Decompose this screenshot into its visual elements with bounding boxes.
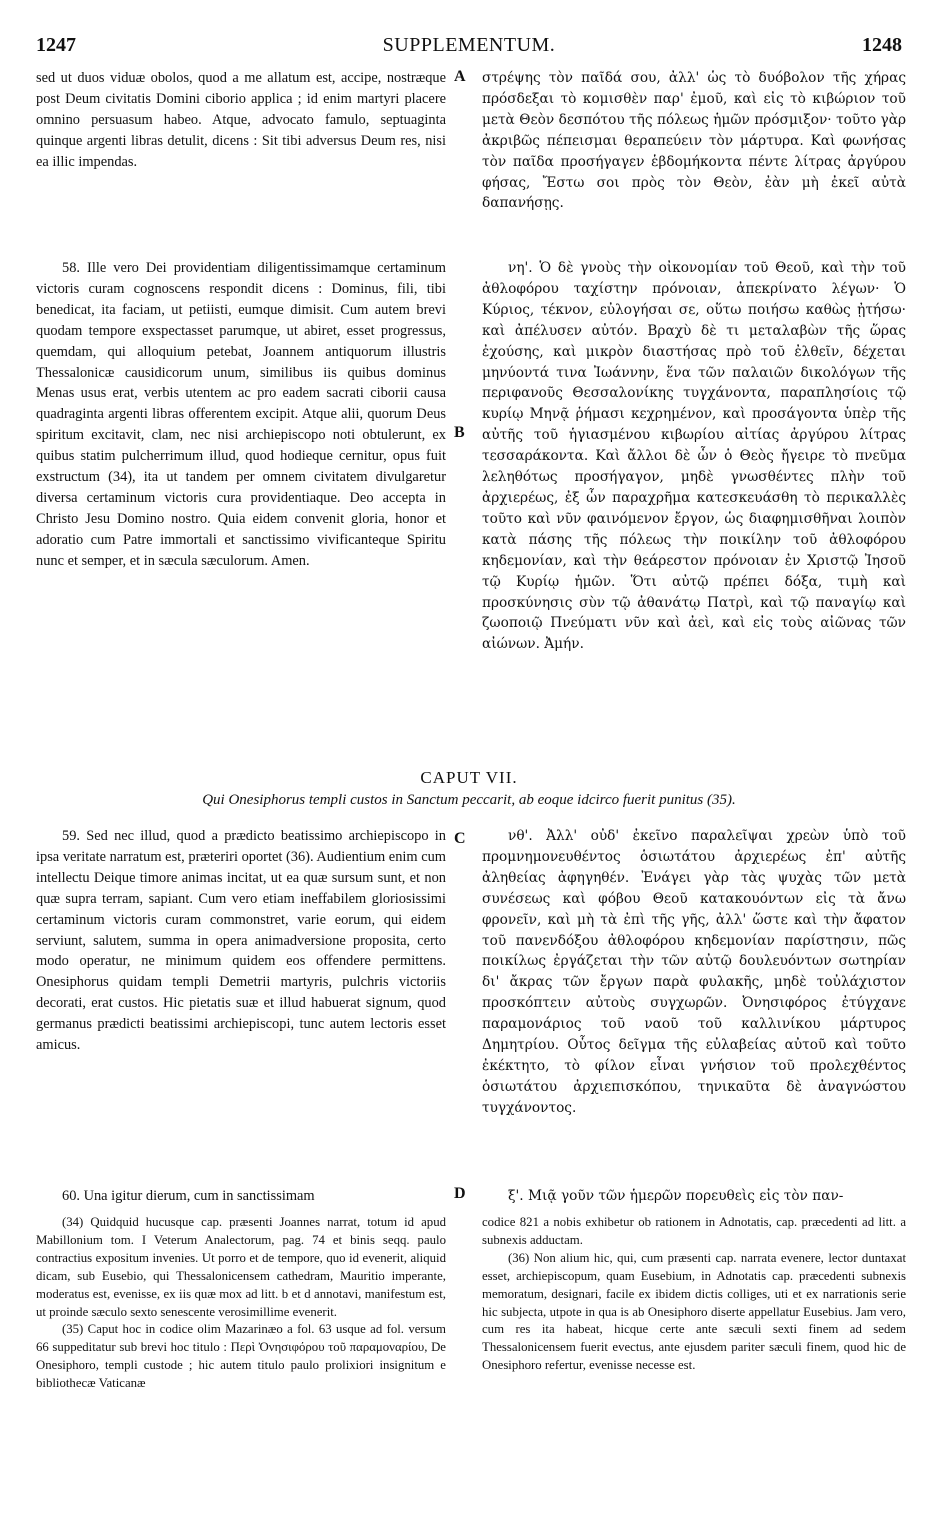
latin-text: 59. Sed nec illud, quod a prædicto beatissimo archiepiscopo in ipsa veritate narratum est, præteriri oportet (36). Audientium enim cum intellectu Deique timore animas incitat, ut ea quæ sursum sunt, et non quæ supra terram, sapiant. Cum vero etiam ineffabilem gloriosissimi certaminum victoris curam commonstret, varie eorum, qui eidem serviunt, salutem, summa in opera animadversione proposita, certo modo operatur, ne minimum quidem eos offendere permittens. Onesiphorus quidam templi Demetrii martyris, pulchris victoriis decorati, erat custos. Hic pietatis suæ et illud habuerat signum, quod germanus prædicti beatissimi archiepiscopi, tunc autem lectoris esset amicus. [36, 828, 446, 1054]
footnote-35: (35) Caput hoc in codice olim Mazarinæo a fol. 63 usque ad fol. versum 66 suppeditatur sub brevi hoc titulo : Περὶ Ὀνησιφόρου τοῦ παραμοναρίου, De Onesiphoro, templi custode ; hic autem titulo paulo prolixiori insignitum e bibliothecæ Vaticanæ [36, 1322, 446, 1391]
column-number-right: 1248 [862, 34, 902, 56]
latin-paragraph-58 [36, 258, 446, 572]
greek-paragraph-58 [482, 258, 906, 655]
latin-text: 58. Ille vero Dei providentiam diligentissimamque certaminum victoris curam cognoscens respondit dicens : Dominus, fili, tibi benedicat, ita faciam, ut petiisti, eumque dimisit. Cum autem brevi quodam tempore exspectasset parumque, ut abiret, esset progressus, quemdam, qui alloquium petebat, Joannem antiquorum illustris Thessalonicæ causidicorum unum, similibus iis quibus dominus Menas usus erat, verbis utentem ac pro eadem sacrati ciborii causa quadraginta argenti libras offerentem excipit. Atque alii, quorum Deus spiritum excitavit, clam, nec nisi archiepiscopo noti obtulerunt, ex quibus statim pulcherrimum illud, quod hodieque cernitur, opus fuit exstructum (34), ita ut tandem per omnem civitatem divulgaretur diversa certaminum victoris cura providentiaque. Deo accepta in Christo Jesu Domino nostro. Quia eidem convenit gloria, honor et adoratio cum Patre immortali et sanctissimo vivificanteque Spiritu nunc et semper, et in sæcula sæculorum. Amen. [36, 260, 446, 569]
greek-text: ξ'. Μιᾷ γοῦν τῶν ἡμερῶν πορευθεὶς εἰς τὸν παν- [508, 1188, 844, 1204]
footnotes-right [482, 1214, 906, 1375]
latin-paragraph-60 [36, 1186, 446, 1207]
greek-text: στρέψης τὸν παῖδά σου, ἀλλ' ὡς τὸ δυόβολον τῆς χήρας πρόσδεξαι τὸ κομισθὲν παρ' ἐμοῦ, καὶ εἰς τὸ κιβώριον τοῦ μετὰ Θεὸν δεσπότου τῆς πόλεως ἡμῶν πρόσμιξον· τοῦτο γὰρ ἀκριβῶς πέπεισμαι θεραπεύειν τὸν μάρτυρα. Καὶ φωνήσας τὸν παῖδα προσήγαγεν ἑβδομήκοντα πέντε λίτρας ἀργύρου φήσας, Ἔστω σοι πρὸς τὸν Θεὸν, ἐὰν μὴ ἐκεῖ αὐτὰ δαπανήσῃς. [482, 70, 906, 212]
latin-text: 60. Una igitur dierum, cum in sanctissimam [62, 1188, 315, 1204]
footnote-36: (36) Non alium hic, qui, cum præsenti cap. narrata evenere, lector duntaxat esset, archiepiscopum, quam Eusebium, in Adnotatis cap. præcedenti subnexis memoratum, designari, facile ex ibidem dictis colliges, uti et ex narrationis serie hic subjecta, utpote in qua is ab Onesiphoro diserte appellatur Eusebius. Jam vero, cum res ita habeat, hicque certe ante sæculi sexti finem ad sedem Thessalonicensem fuerit evectus, ante ejusdem pariter sæculi finem, quod hic de Onesiphoro refertur, evenisse necesse est. [482, 1250, 906, 1373]
chapter-subtitle: Qui Onesiphorus templi custos in Sanctum peccarit, ab eoque idcirco fuerit punitus (35). [202, 792, 736, 808]
greek-text: νη'. Ὁ δὲ γνοὺς τὴν οἰκονομίαν τοῦ Θεοῦ, καὶ τὴν τοῦ ἀθλοφόρου ταχίστην πρόνοιαν, ἀπεκρίνατο λέγων· Ὁ Κύριος, τέκνον, εὐλογήσαι σε, οὕτω ποιήσω καθὼς ᾐτήσω· καὶ ἀπέλυσεν αὐτόν. Βραχὺ δὲ τι μεταλαβὼν τῆς ὥρας ἐχούσης, καὶ μικρὸν διαστήσας πρὸ τοῦ ἐλθεῖν, δέχεται μηνύοντά τινα Ἰωάννην, ἕνα τῶν παλαιῶν δικολόγων τῆς περιφανοῦς Θεσσαλονίκης τυγχάνοντα, παραπλησίοις τῷ κυρίῳ Μηνᾷ ῥήμασι κεχρημένον, καὶ προσάγοντα ὑπὲρ τῆς αὐτῆς τοῦ ἡγιασμένου κιβωρίου αἰτίας ἀργύρου λίτρας τεσσαράκοντα. Καὶ ἄλλοι δὲ ὧν ὁ Θεὸς ἤγειρε τὸ πνεῦμα λεληθότως προσήγαγον, μηδὲ γνωσθέντες πλὴν τοῦ ἀρχιερέως, ἐξ ὧν παραχρῆμα κατεσκευάσθη τὸ περικαλλὲς τοῦτο καὶ νῦν φαινόμενον ἔργον, ὡς διαφημισθῆναι λοιπὸν κατὰ πάσης τῆς πόλεως τὴν ποικίλην τοῦ ἀθλοφόρου κηδεμονίαν, καὶ τὴν θεάρεστον πρόνοιαν ἐν Χριστῷ Ἰησοῦ τῷ Κυρίῳ ἡμῶν. Ὅτι αὐτῷ πρέπει δόξα, τιμὴ καὶ προσκύνησις σὺν τῷ ἀθανάτῳ Πατρὶ, καὶ τῷ παναγίῳ καὶ ζωοποιῷ Πνεύματι νῦν καὶ ἀεὶ, καὶ εἰς τοὺς αἰῶνας τῶν αἰώνων. Ἀμήν. [482, 260, 906, 653]
running-header [36, 34, 902, 60]
margin-marker-a: A [454, 68, 466, 85]
footnote-34: (34) Quidquid hucusque cap. præsenti Joannes narrat, totum id apud Mabillonium tom. I Veterum Analectorum, pag. 74 et binis seqq. paulo contractius expositum invenies. Ut porro et de tempore, quo id evenerit, aliquid dicam, sub Eusebio, qui Thessalonicensem cathedram, Mauritio imperante, moderatus est, evenisse, ex iis quæ mox ad litt. b et d annotavi, manifestum est, ut proinde sæculo sexto senescente verosimillime evenerit. [36, 1215, 446, 1319]
latin-text: sed ut duos viduæ obolos, quod a me allatum est, accipe, nostræque post Deum civitatis Domini ciborio applica ; id enim martyri placere omnino persuasum habeo. Atque, advocato famulo, septuaginta quinque argenti libras detulit, dicens : Sit tibi adversus Deum res, nisi ea illic impendas. [36, 70, 446, 170]
column-number-left: 1247 [36, 34, 76, 56]
latin-paragraph-59 [36, 826, 446, 1056]
margin-marker-c: C [454, 830, 466, 847]
greek-paragraph-59 [482, 826, 906, 1119]
greek-paragraph-57-end [482, 68, 906, 214]
chapter-heading [36, 768, 902, 809]
chapter-title: CAPUT VII. [420, 768, 518, 787]
margin-marker-d: D [454, 1185, 466, 1202]
latin-paragraph-57-end [36, 68, 446, 173]
greek-text: νθ'. Ἀλλ' οὐδ' ἐκεῖνο παραλεῖψαι χρεὼν ὑπὸ τοῦ προμνημονευθέντος ὁσιωτάτου ἀρχιερέως ἐπ' αὐτῆς ἀληθείας ἀφηγηθέν. Ἐνάγει γὰρ τὰς ψυχὰς τῶν μετὰ συνέσεως καὶ φόβου Θεοῦ κατακουόντων εἰς τὰ ἄνω φρονεῖν, καὶ μὴ τὰ ἐπὶ τῆς γῆς, ἀλλ' ὥστε καὶ τὴν ἄφατον τοῦ πανενδόξου ἀθλοφόρου κηδεμονίαν παρίστησιν, πῶς ποικίλως ἐργάζεται τὴν τῶν αὐτῷ δουλευόντων σωτηρίαν δι' ἄκρας τῶν ἔργων παρὰ φυλακῆς, μηδὲ τοὐλάχιστον προσκόπτειν αὐτοὺς συγχωρῶν. Ὀνησιφόρος ἐτύγχανε παραμονάριος τοῦ ναοῦ τοῦ καλλινίκου μάρτυρος Δημητρίου. Οὗτος δεῖγμα τῆς εὐλαβείας αὐτοῦ καὶ τοῦτο ἐκέκτητο, τὸ φίλον εἶναι γνήσιον τοῦ προλεχθέντος ὁσιωτάτου ἀρχιεπισκόπου, τηνικαῦτα δὲ ἀναγνώστου τυγχάνοντος. [482, 828, 906, 1116]
footnote-35-continued: codice 821 a nobis exhibetur ob rationem in Adnotatis, cap. præcedenti ad litt. a subnexis adductam. [482, 1215, 906, 1247]
footnotes-left [36, 1214, 446, 1393]
greek-paragraph-60 [482, 1186, 906, 1207]
running-title: SUPPLEMENTUM. [382, 34, 556, 56]
margin-marker-b: B [454, 424, 465, 441]
